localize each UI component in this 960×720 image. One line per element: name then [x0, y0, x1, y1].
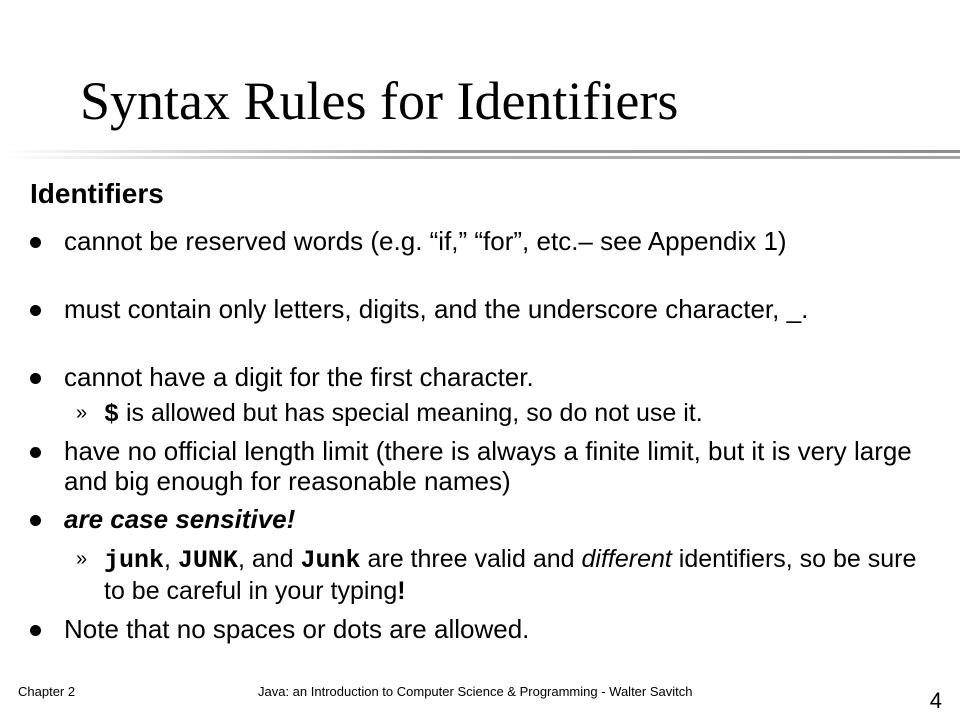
sub-bullet-text — [104, 544, 934, 606]
title-divider-top — [0, 150, 960, 153]
bullet-dot-icon — [30, 373, 41, 384]
bullet-dot-icon — [30, 625, 41, 636]
sub-bullet-text-part: identifiers, so be sure to be careful in your typing — [104, 545, 917, 605]
bullet-text: are case sensitive! — [64, 504, 296, 534]
bullet-text: cannot have a digit for the first character. — [64, 362, 534, 392]
exclamation: ! — [397, 577, 406, 605]
title-divider-bottom — [0, 156, 960, 159]
sub-bullet-rest: is allowed but has special meaning, so do not use it. — [119, 399, 703, 427]
bullet-text: cannot be reserved words (e.g. “if,” “for”, etc.– see Appendix 1) — [64, 226, 787, 256]
bullet-text: Note that no spaces or dots are allowed. — [64, 614, 530, 644]
sub-bullet-text — [104, 398, 934, 430]
bullet-dot-icon — [30, 515, 41, 526]
bullet-dot-icon — [30, 237, 41, 248]
chevron-right-icon: » — [76, 402, 88, 424]
sub-bullet-text-part: are three valid and — [360, 545, 582, 573]
bullet-text: must contain only letters, digits, and the underscore character, _. — [64, 294, 809, 324]
bullet-text: have no official length limit (there is always a finite limit, but it is very large and big enough for reasonable names) — [64, 436, 912, 496]
code-dollar: $ — [104, 400, 120, 429]
code-junk-upper: JUNK — [177, 546, 238, 575]
separator: , — [164, 545, 178, 573]
code-junk-lower: junk — [104, 546, 165, 575]
slide-title: Syntax Rules for Identifiers — [80, 71, 679, 131]
emphasis-different: different — [581, 545, 672, 573]
page-number: 4 — [929, 688, 942, 713]
code-junk-title: Junk — [300, 546, 361, 575]
bullet-dot-icon — [30, 305, 41, 316]
bullet-dot-icon — [30, 447, 41, 458]
section-heading: Identifiers — [30, 178, 164, 209]
footer-chapter: Chapter 2 — [18, 684, 76, 699]
chevron-right-icon: » — [76, 548, 88, 570]
separator: , and — [237, 545, 301, 573]
footer-course: Java: an Introduction to Computer Science & Programming - Walter Savitch — [258, 684, 693, 699]
